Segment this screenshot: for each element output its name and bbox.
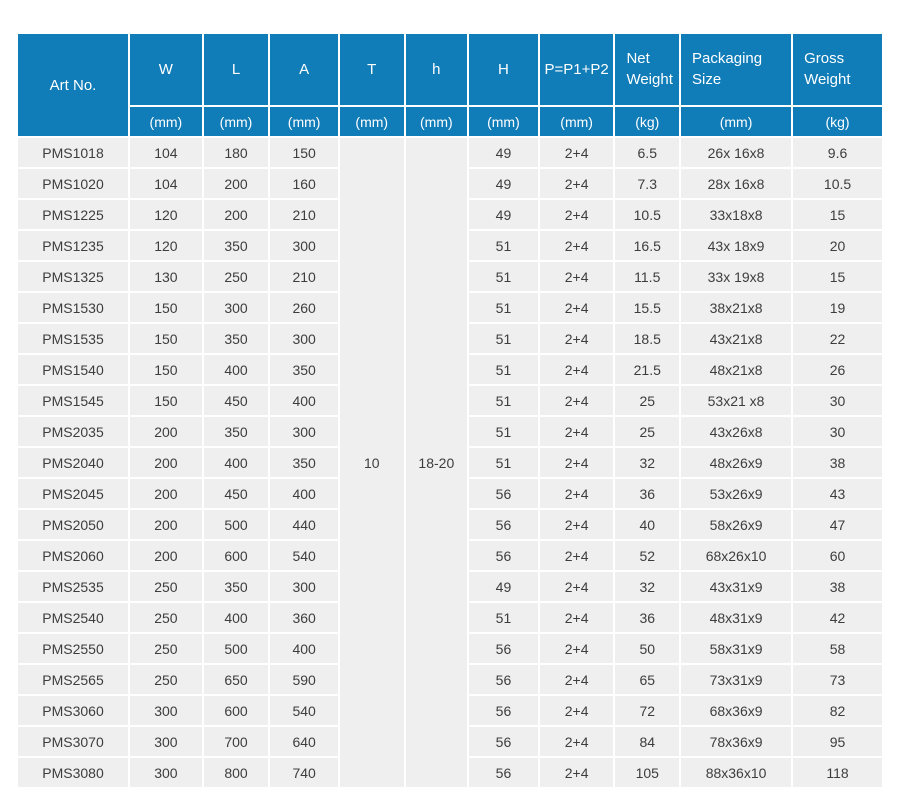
cell-w: 200 [129, 540, 203, 571]
product-spec-table [16, 32, 884, 789]
cell-p: 2+4 [539, 385, 615, 416]
cell-w: 104 [129, 168, 203, 199]
table-row [17, 137, 883, 168]
cell-w: 150 [129, 354, 203, 385]
cell-w: 150 [129, 385, 203, 416]
cell-a: 590 [269, 664, 339, 695]
cell-p: 2+4 [539, 230, 615, 261]
cell-art-no: PMS3070 [17, 726, 129, 757]
unit-cell-packaging-size: (mm) [680, 106, 792, 137]
cell-a: 300 [269, 571, 339, 602]
cell-net-weight: 65 [614, 664, 680, 695]
cell-p: 2+4 [539, 540, 615, 571]
cell-net-weight: 25 [614, 385, 680, 416]
cell-gross-weight: 60 [792, 540, 883, 571]
cell-p: 2+4 [539, 478, 615, 509]
cell-h-big: 51 [468, 602, 539, 633]
cell-a: 300 [269, 323, 339, 354]
cell-l: 600 [203, 695, 270, 726]
cell-p: 2+4 [539, 726, 615, 757]
cell-packaging-size: 53x21 x8 [680, 385, 792, 416]
cell-w: 300 [129, 695, 203, 726]
cell-art-no: PMS2040 [17, 447, 129, 478]
cell-h-big: 56 [468, 633, 539, 664]
cell-p: 2+4 [539, 137, 615, 168]
cell-art-no: PMS2060 [17, 540, 129, 571]
cell-gross-weight: 38 [792, 447, 883, 478]
cell-net-weight: 18.5 [614, 323, 680, 354]
cell-l: 450 [203, 478, 270, 509]
cell-net-weight: 36 [614, 478, 680, 509]
cell-gross-weight: 95 [792, 726, 883, 757]
cell-a: 400 [269, 478, 339, 509]
cell-gross-weight: 10.5 [792, 168, 883, 199]
cell-net-weight: 25 [614, 416, 680, 447]
cell-gross-weight: 73 [792, 664, 883, 695]
unit-cell-w: (mm) [129, 106, 203, 137]
header-cell-l: L [203, 33, 270, 106]
cell-art-no: PMS1325 [17, 261, 129, 292]
cell-w: 300 [129, 726, 203, 757]
header-cell-net-weight: Net Weight [614, 33, 680, 106]
cell-packaging-size: 58x31x9 [680, 633, 792, 664]
cell-gross-weight: 30 [792, 385, 883, 416]
cell-art-no: PMS2550 [17, 633, 129, 664]
cell-p: 2+4 [539, 602, 615, 633]
cell-a: 160 [269, 168, 339, 199]
cell-a: 400 [269, 385, 339, 416]
header-cell-h-small: h [405, 33, 469, 106]
cell-p: 2+4 [539, 416, 615, 447]
cell-w: 200 [129, 478, 203, 509]
cell-art-no: PMS3060 [17, 695, 129, 726]
cell-h-big: 49 [468, 571, 539, 602]
cell-art-no: PMS2050 [17, 509, 129, 540]
cell-packaging-size: 48x26x9 [680, 447, 792, 478]
cell-p: 2+4 [539, 323, 615, 354]
cell-l: 700 [203, 726, 270, 757]
cell-net-weight: 40 [614, 509, 680, 540]
cell-w: 150 [129, 292, 203, 323]
cell-art-no: PMS2045 [17, 478, 129, 509]
cell-w: 250 [129, 633, 203, 664]
cell-art-no: PMS1545 [17, 385, 129, 416]
header-cell-packaging-size: Packaging Size [680, 33, 792, 106]
cell-h-big: 56 [468, 540, 539, 571]
cell-h-big: 49 [468, 199, 539, 230]
cell-gross-weight: 22 [792, 323, 883, 354]
cell-h-big: 51 [468, 261, 539, 292]
unit-cell-gross-weight: (kg) [792, 106, 883, 137]
cell-p: 2+4 [539, 695, 615, 726]
cell-h-big: 56 [468, 695, 539, 726]
header-cell-h-big: H [468, 33, 539, 106]
cell-gross-weight: 20 [792, 230, 883, 261]
cell-l: 250 [203, 261, 270, 292]
cell-a: 350 [269, 447, 339, 478]
cell-w: 250 [129, 664, 203, 695]
cell-p: 2+4 [539, 757, 615, 788]
cell-net-weight: 16.5 [614, 230, 680, 261]
cell-art-no: PMS1535 [17, 323, 129, 354]
cell-w: 150 [129, 323, 203, 354]
cell-gross-weight: 82 [792, 695, 883, 726]
header-cell-p: P=P1+P2 [539, 33, 615, 106]
cell-net-weight: 10.5 [614, 199, 680, 230]
cell-packaging-size: 48x21x8 [680, 354, 792, 385]
cell-l: 350 [203, 230, 270, 261]
cell-art-no: PMS3080 [17, 757, 129, 788]
cell-w: 120 [129, 199, 203, 230]
cell-l: 350 [203, 416, 270, 447]
cell-art-no: PMS2535 [17, 571, 129, 602]
cell-packaging-size: 88x36x10 [680, 757, 792, 788]
cell-l: 650 [203, 664, 270, 695]
cell-h-merged: 18-20 [405, 137, 469, 788]
cell-art-no: PMS2565 [17, 664, 129, 695]
header-label-row [17, 33, 883, 106]
cell-p: 2+4 [539, 168, 615, 199]
cell-a: 210 [269, 199, 339, 230]
header-cell-t: T [339, 33, 405, 106]
cell-gross-weight: 47 [792, 509, 883, 540]
cell-h-big: 51 [468, 230, 539, 261]
cell-l: 400 [203, 354, 270, 385]
cell-gross-weight: 42 [792, 602, 883, 633]
cell-gross-weight: 19 [792, 292, 883, 323]
cell-l: 200 [203, 168, 270, 199]
cell-packaging-size: 68x26x10 [680, 540, 792, 571]
cell-h-big: 56 [468, 664, 539, 695]
cell-h-big: 51 [468, 416, 539, 447]
cell-packaging-size: 43x 18x9 [680, 230, 792, 261]
cell-a: 540 [269, 540, 339, 571]
unit-cell-h-small: (mm) [405, 106, 469, 137]
cell-art-no: PMS1225 [17, 199, 129, 230]
cell-packaging-size: 28x 16x8 [680, 168, 792, 199]
table-header [17, 33, 883, 137]
cell-a: 640 [269, 726, 339, 757]
cell-gross-weight: 26 [792, 354, 883, 385]
cell-a: 300 [269, 230, 339, 261]
cell-p: 2+4 [539, 447, 615, 478]
cell-w: 250 [129, 602, 203, 633]
cell-w: 200 [129, 509, 203, 540]
cell-h-big: 56 [468, 757, 539, 788]
cell-p: 2+4 [539, 664, 615, 695]
unit-cell-p: (mm) [539, 106, 615, 137]
cell-a: 400 [269, 633, 339, 664]
cell-a: 740 [269, 757, 339, 788]
cell-w: 104 [129, 137, 203, 168]
header-cell-a: A [269, 33, 339, 106]
cell-p: 2+4 [539, 199, 615, 230]
cell-h-big: 49 [468, 137, 539, 168]
cell-l: 180 [203, 137, 270, 168]
unit-cell-l: (mm) [203, 106, 270, 137]
cell-net-weight: 11.5 [614, 261, 680, 292]
cell-gross-weight: 38 [792, 571, 883, 602]
unit-cell-net-weight: (kg) [614, 106, 680, 137]
cell-gross-weight: 30 [792, 416, 883, 447]
cell-p: 2+4 [539, 354, 615, 385]
cell-a: 540 [269, 695, 339, 726]
cell-h-big: 51 [468, 292, 539, 323]
cell-l: 350 [203, 323, 270, 354]
cell-l: 500 [203, 509, 270, 540]
cell-art-no: PMS2540 [17, 602, 129, 633]
cell-h-big: 56 [468, 478, 539, 509]
cell-p: 2+4 [539, 509, 615, 540]
header-cell-w: W [129, 33, 203, 106]
cell-net-weight: 72 [614, 695, 680, 726]
cell-net-weight: 84 [614, 726, 680, 757]
cell-a: 210 [269, 261, 339, 292]
cell-h-big: 56 [468, 726, 539, 757]
cell-w: 200 [129, 447, 203, 478]
cell-l: 450 [203, 385, 270, 416]
unit-cell-a: (mm) [269, 106, 339, 137]
cell-l: 350 [203, 571, 270, 602]
cell-p: 2+4 [539, 292, 615, 323]
cell-net-weight: 52 [614, 540, 680, 571]
cell-a: 350 [269, 354, 339, 385]
cell-h-big: 51 [468, 323, 539, 354]
cell-h-big: 49 [468, 168, 539, 199]
cell-l: 300 [203, 292, 270, 323]
cell-net-weight: 32 [614, 447, 680, 478]
unit-cell-h-big: (mm) [468, 106, 539, 137]
cell-packaging-size: 53x26x9 [680, 478, 792, 509]
cell-a: 150 [269, 137, 339, 168]
cell-net-weight: 50 [614, 633, 680, 664]
cell-art-no: PMS2035 [17, 416, 129, 447]
cell-t-merged: 10 [339, 137, 405, 788]
cell-w: 300 [129, 757, 203, 788]
cell-net-weight: 7.3 [614, 168, 680, 199]
cell-art-no: PMS1018 [17, 137, 129, 168]
spec-table-container [16, 32, 884, 789]
cell-w: 200 [129, 416, 203, 447]
cell-w: 130 [129, 261, 203, 292]
cell-packaging-size: 33x 19x8 [680, 261, 792, 292]
cell-packaging-size: 33x18x8 [680, 199, 792, 230]
cell-a: 260 [269, 292, 339, 323]
cell-l: 400 [203, 602, 270, 633]
cell-packaging-size: 43x31x9 [680, 571, 792, 602]
table-body [17, 137, 883, 788]
cell-h-big: 56 [468, 509, 539, 540]
cell-art-no: PMS1530 [17, 292, 129, 323]
cell-net-weight: 6.5 [614, 137, 680, 168]
cell-p: 2+4 [539, 571, 615, 602]
cell-l: 400 [203, 447, 270, 478]
cell-packaging-size: 48x31x9 [680, 602, 792, 633]
cell-a: 440 [269, 509, 339, 540]
unit-cell-t: (mm) [339, 106, 405, 137]
cell-gross-weight: 15 [792, 199, 883, 230]
cell-net-weight: 15.5 [614, 292, 680, 323]
cell-h-big: 51 [468, 447, 539, 478]
cell-art-no: PMS1540 [17, 354, 129, 385]
cell-gross-weight: 118 [792, 757, 883, 788]
cell-a: 360 [269, 602, 339, 633]
cell-gross-weight: 58 [792, 633, 883, 664]
cell-packaging-size: 38x21x8 [680, 292, 792, 323]
cell-packaging-size: 43x26x8 [680, 416, 792, 447]
cell-w: 250 [129, 571, 203, 602]
cell-gross-weight: 15 [792, 261, 883, 292]
cell-packaging-size: 58x26x9 [680, 509, 792, 540]
cell-packaging-size: 68x36x9 [680, 695, 792, 726]
cell-art-no: PMS1235 [17, 230, 129, 261]
cell-gross-weight: 43 [792, 478, 883, 509]
cell-w: 120 [129, 230, 203, 261]
cell-net-weight: 36 [614, 602, 680, 633]
cell-net-weight: 105 [614, 757, 680, 788]
cell-l: 600 [203, 540, 270, 571]
cell-l: 200 [203, 199, 270, 230]
cell-a: 300 [269, 416, 339, 447]
cell-packaging-size: 78x36x9 [680, 726, 792, 757]
cell-p: 2+4 [539, 633, 615, 664]
cell-l: 800 [203, 757, 270, 788]
cell-packaging-size: 73x31x9 [680, 664, 792, 695]
header-cell-gross-weight: Gross Weight [792, 33, 883, 106]
cell-net-weight: 32 [614, 571, 680, 602]
cell-packaging-size: 43x21x8 [680, 323, 792, 354]
header-unit-row [17, 106, 883, 137]
cell-gross-weight: 9.6 [792, 137, 883, 168]
cell-h-big: 51 [468, 354, 539, 385]
header-cell-art-no: Art No. [17, 33, 129, 137]
cell-packaging-size: 26x 16x8 [680, 137, 792, 168]
cell-h-big: 51 [468, 385, 539, 416]
cell-net-weight: 21.5 [614, 354, 680, 385]
cell-art-no: PMS1020 [17, 168, 129, 199]
cell-l: 500 [203, 633, 270, 664]
cell-p: 2+4 [539, 261, 615, 292]
